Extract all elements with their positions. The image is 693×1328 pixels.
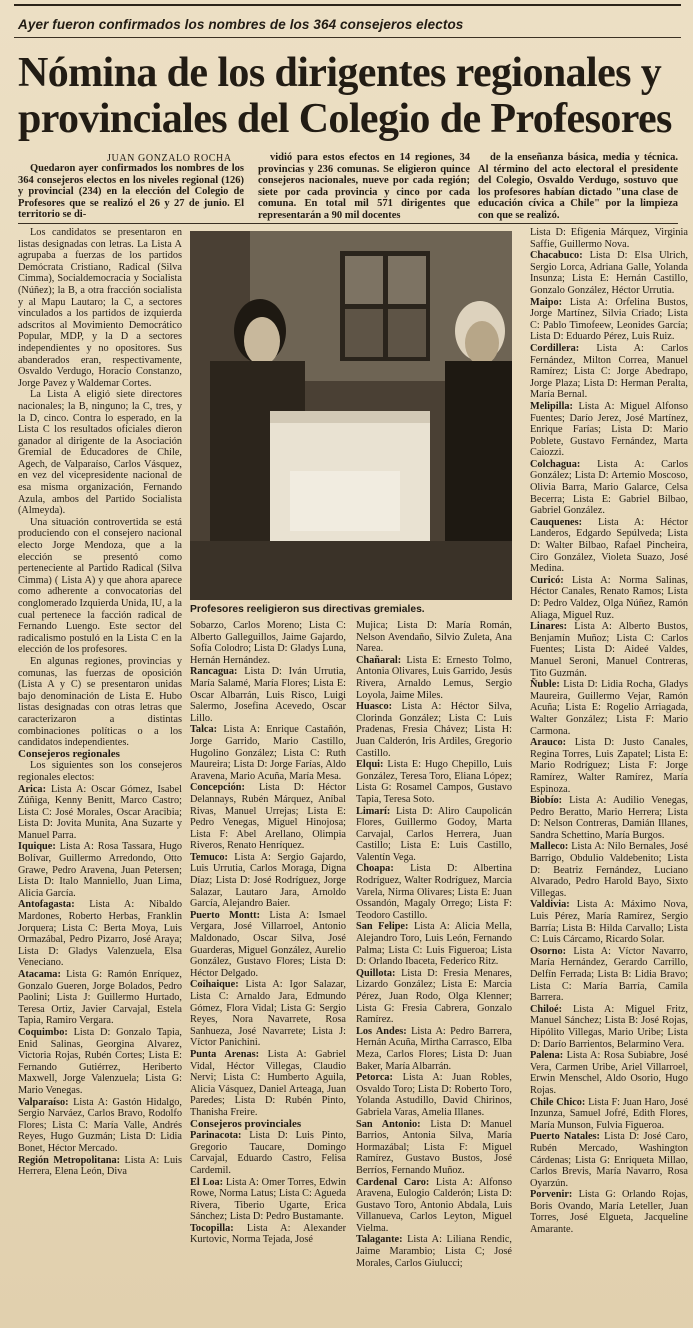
news-photo bbox=[190, 231, 512, 600]
roster-place: Región Metropolitana: bbox=[18, 1154, 121, 1166]
roster-names: Lista A: Héctor Landeros, Edgardo Sepúlveda; Lista D: Walter Bilbao, Rafael Pincheira, Ciro González, Violeta Suazo, José Medina. bbox=[530, 516, 689, 575]
entry-list-col-2 bbox=[190, 620, 346, 1246]
roster-entry bbox=[18, 1027, 182, 1097]
roster-place: Talagante: bbox=[356, 1234, 403, 1246]
roster-place: Curicó: bbox=[530, 574, 564, 586]
roster-entry bbox=[530, 1131, 688, 1189]
roster-names: Lista A: Miguel Fritz, Manuel Sánchez; Lista B: José Rojas, Hipólito Villegas, Mario Uribe; Lista D: Darío Barrientos, Belarmino Vera. bbox=[530, 1003, 688, 1050]
roster-entry bbox=[190, 620, 346, 666]
roster-entry bbox=[190, 724, 346, 782]
roster-entry bbox=[18, 1097, 182, 1155]
roster-names: Lista A: Alicia Mella, Alejandro Toro, Luis León, Fernando Palma; Lista C: Luis Figueroa; Lista D: Orlando Ibaceta, Federico Ritz. bbox=[356, 921, 512, 968]
roster-names: Lista A: Norma Salinas, Héctor Canales, Renato Ramos; Lista D: Pedro Valdez, Olga Núñez, Ramón Aliaga, Miguel Ruz. bbox=[530, 574, 689, 621]
roster-entry bbox=[18, 969, 182, 1027]
roster-entry bbox=[530, 343, 688, 401]
roster-place: Cordillera: bbox=[530, 342, 580, 354]
roster-entry bbox=[356, 968, 512, 1026]
roster-place: Colchagua: bbox=[530, 458, 581, 470]
roster-entry bbox=[190, 1223, 346, 1246]
roster-entry bbox=[530, 297, 688, 343]
body-paragraph: En algunas regiones, provincias y comunas, las fuerzas de oposición (Lista A y C) se presentaron unidas bajo denominación de Lista E. Hubo listas designadas con otras letras que caracterizaron a distintas combinaciones políticas o a los candidatos independientes. bbox=[18, 655, 182, 749]
roster-place: Los Andes: bbox=[356, 1025, 407, 1037]
roster-names: Lista A: Sergio Gajardo, Luis Urrutia, Carlos Moraga, Digna Díaz; Lista D: José Rodríguez, Jorge Salazar, Lautaro Jara, Arnoldo García, Alejandro Baier. bbox=[190, 851, 346, 910]
body-col-3 bbox=[356, 620, 512, 1269]
roster-names: Lista A: Máximo Nova, Luis Pérez, María Ramírez, Sergio Barría; Lista B: Hilda Carvallo; Lista C: Luis Cárcamo, Ricardo Solar. bbox=[530, 899, 689, 946]
roster-names: Lista A: Alfonso Aravena, Eulogio Calderón; Lista D: Gustavo Toro, Antonio Abdala, Luis Villanueva, Carlos Leyton, Miguel Vielma. bbox=[356, 1176, 513, 1234]
roster-names: Lista E: Hugo Chepillo, Luis González, Teresa Toro, Eliana López; Lista G: Rosamel Campos, Gustavo Tapia, Teresa Soto. bbox=[356, 759, 513, 805]
roster-entry bbox=[530, 227, 688, 250]
roster-names: Lista A: Liliana Rendic, Jaime Marambio; Lista C; José Morales, Carlos Giulucci; bbox=[356, 1234, 512, 1269]
headline: Nómina de los dirigentes regionales y provinciales del Colegio de Profesores bbox=[18, 50, 672, 142]
roster-entry bbox=[356, 701, 512, 759]
roster-entry bbox=[190, 852, 346, 910]
roster-entry bbox=[356, 1234, 512, 1269]
roster-names: Lista D: Justo Canales, Regina Torres, Luis Zapatel; Lista E: Mario Rodríguez; Lista F: Jorge Ramírez, Walter Ramírez, María Espinoza. bbox=[530, 737, 688, 795]
roster-place: Iquique: bbox=[18, 841, 56, 853]
roster-place: Arica: bbox=[18, 783, 47, 795]
photo-caption: Profesores reeligieron sus directivas gremiales. bbox=[190, 604, 425, 615]
roster-place: San Antonio: bbox=[356, 1118, 421, 1130]
roster-place: Choapa: bbox=[356, 863, 394, 875]
body-paragraph: Una situación controvertida se está produciendo con el consejero nacional electo Jorge Mendoza, que a la elección se presentó como perteneciente al Partido Radical (Silva Cimma) ( Lista A) y que ahora aparece como adherente a convocatorias del conglomerado Izquierda Unida, IU, a la cual pertenece la facción radical de Fernando Luengo. Este sector del radicalismo postuló en la Lista C en la elección de los profesores. bbox=[18, 516, 182, 656]
roster-place: Huasco: bbox=[356, 701, 393, 713]
roster-entry bbox=[356, 863, 512, 921]
roster-place: Maipo: bbox=[530, 296, 563, 308]
roster-names: Lista D: Iván Urrutia, María Salamé, María Flores; Lista E: Oscar Albarrán, Luis Risco, Luigi Salermo, Josefina Acevedo, Oscar Lillo. bbox=[190, 666, 347, 724]
roster-place: Porvenir: bbox=[530, 1189, 573, 1201]
roster-place: San Felipe: bbox=[356, 921, 409, 933]
roster-names: Lista A: Alexander Kurtovic, Norma Tejada, José bbox=[190, 1222, 347, 1246]
roster-names: Lista G: Orlando Rojas, Boris Ovando, María Leteller, Juan Torres, José Elgueta, Jacqueline Amarante. bbox=[530, 1189, 688, 1236]
roster-names: Lista D: Efigenia Márquez, Virginia Saffie, Guillermo Nova. bbox=[530, 227, 688, 250]
roster-place: Tocopilla: bbox=[190, 1222, 234, 1234]
roster-place: Arauco: bbox=[530, 737, 567, 749]
roster-names: Lista D: Fresia Menares, Lizardo González; Lista E: Marcia Pérez, Juan Rodo, Olga Klenner; Lista G: Fresia Cabrera, Gonzalo Ramírez. bbox=[356, 967, 512, 1026]
roster-names: Lista A: Gastón Hidalgo, Sergio Narváez, Carlos Bravo, Rodolfo Flores; Lista C: María Valle, Andrés Reyes, Hugo Guzmán; Lista D: Lidia Bonet, Héctor Mercado. bbox=[18, 1096, 182, 1154]
roster-names: Lista D: Albertina Rodríguez, Walter Rodríguez, Marcia Varela, Nirma Olivares; Lista E: Juan Ossandón, Magaly Orrego; Lista F: Teodoro Castillo. bbox=[356, 863, 512, 921]
roster-names: Lista A: Pedro Barrera, Hernán Acuña, Mirtha Carrasco, Elba Meza, Carlos Flores; Lista D: Juan Baker, María Albarrán. bbox=[356, 1025, 512, 1072]
roster-place: Limarí: bbox=[356, 805, 391, 817]
roster-place: Linares: bbox=[530, 621, 567, 633]
roster-names: Lista D: Gonzalo Tapia, Enid Salinas, Georgina Alvarez, Victoria Rojas, Rubén Cortes; Lista E: Fernando Gutiérrez, Heriberto Maxwell, Jorge Valenzuela; Lista G: Mario Venegas. bbox=[18, 1026, 182, 1096]
roster-place: Elqui: bbox=[356, 759, 384, 771]
roster-entry bbox=[530, 621, 688, 679]
roster-entry bbox=[530, 946, 688, 1004]
roster-place: Cardenal Caro: bbox=[356, 1176, 430, 1188]
roster-place: Rancagua: bbox=[190, 666, 238, 678]
roster-names: Lista A: Carlos Fernández, Milton Correa, Manuel Ramírez; Lista C: Jorge Abedrapo, Jorge Plaza; Lista D: Herman Peralta, María Bernal. bbox=[530, 342, 688, 401]
roster-place: Biobío: bbox=[530, 795, 563, 807]
roster-place: Melipilla: bbox=[530, 400, 573, 412]
roster-names: Lista D: Manuel Barrios, Antonia Silva, María Hormazábal; Lista F: Miguel Ramírez, Gustavo Bustos, José Berríos, Fernando Muñoz. bbox=[356, 1118, 513, 1176]
kicker: Ayer fueron confirmados los nombres de los 364 consejeros electos bbox=[18, 17, 464, 32]
lead-col-2 bbox=[258, 152, 470, 222]
roster-entry bbox=[530, 250, 688, 296]
roster-place: Petorca: bbox=[356, 1072, 393, 1084]
top-rule bbox=[14, 4, 681, 6]
roster-place: Antofagasta: bbox=[18, 899, 75, 911]
roster-names: Lista A: Juan Robles, Osvaldo Toro; Lista D: Roberto Toro, Yolanda Astudillo, David Chirinos, Gabriela Varas, Amelia Illanes. bbox=[356, 1072, 513, 1118]
roster-names: Sobarzo, Carlos Moreno; Lista C: Alberto Galleguillos, Jaime Gajardo, Sofía Colodro; Lista D: Gladys Luna, Hernán Hernández. bbox=[190, 620, 346, 666]
roster-names: Lista D: Lidia Rocha, Gladys Maureira, Guillermo Vejar, Ramón Acuña; Lista E: Rogelio Arriagada, Walter González; Lista F: Mario Carmona. bbox=[530, 679, 688, 737]
regional-intro: Los siguientes son los consejeros regionales electos: bbox=[18, 760, 182, 783]
lead-col-3 bbox=[478, 152, 678, 222]
roster-place: Temuco: bbox=[190, 851, 228, 863]
roster-entry bbox=[190, 1130, 346, 1176]
roster-place: Coquimbo: bbox=[18, 1026, 68, 1038]
roster-entry bbox=[190, 979, 346, 1049]
roster-place: Puerto Natales: bbox=[530, 1131, 600, 1143]
byline: JUAN GONZALO ROCHA bbox=[107, 153, 232, 164]
roster-entry bbox=[530, 459, 688, 517]
roster-place: Malleco: bbox=[530, 841, 569, 853]
roster-place: Coihaique: bbox=[190, 979, 239, 991]
roster-entry bbox=[530, 737, 688, 795]
lead-text-1: Quedaron ayer confirmados los nombres de los 364 consejeros electos en los niveles regional (126) y provincial (234) en la elección del Colegio de Profesores que se realizó el 26 y 27 de junio. El territorio se di- bbox=[18, 163, 244, 221]
roster-place: Talca: bbox=[190, 724, 218, 736]
roster-names: Lista A: Nibaldo Mardones, Roberto Herbas, Franklin Jorquera; Lista C: Berta Moya, Luis Ormazábal, Pedro Pizarro, José Araya; Lista D: Gladys Valenzuela, Elsa Veneciano. bbox=[18, 899, 182, 969]
roster-names: Lista G: Ramón Enríquez, Gonzalo Gueren, Jorge Bolados, Pedro Paolini; Lista J: Guillermo Hurtado, Teresa Ortiz, Javier Carvajal, Estela Tapia, Ramiro Vergara. bbox=[18, 969, 182, 1027]
roster-names: Lista A: Igor Salazar, Lista C: Arnaldo Jara, Edmundo Gómez, Flora Vidal; Lista G: Sergio Reyes, Nora Navarrete, Rosa Sanhueza, José Navarrete; Lista J: Víctor Panichini. bbox=[190, 979, 346, 1049]
roster-place: Chile Chico: bbox=[530, 1096, 586, 1108]
roster-entry bbox=[18, 1155, 182, 1178]
roster-entry bbox=[530, 1050, 688, 1096]
lead-text-2: vidió para estos efectos en 14 regiones, 34 provincias y 236 comunas. Se eligieron quince consejeros nacionales, nueve por cada región; siete por cada provincia y cinco por cada comuna. En total mil 571 dirigentes que representarán a 90 mil docentes bbox=[258, 152, 470, 221]
roster-names: Lista A: Enrique Castañón, Jorge Garrido, Mario Castillo, Hugolino González; Lista C: Ruth Maureira; Lista D: Jorge Farías, Aldo Aravena, Mario Acuña, María Mesa. bbox=[190, 724, 347, 782]
section-heading-provincial: Consejeros provinciales bbox=[190, 1117, 302, 1130]
lead-text-3: de la enseñanza básica, media y técnica. Al término del acto electoral el presidente del Colegio, Osvaldo Verdugo, sostuvo que los profesores habían dictado "una clase de educación cívica a Chile" por la limpieza con que se realizó. bbox=[478, 152, 678, 221]
roster-names: Lista A: Orfelina Bustos, Jorge Martínez, Silvia Criado; Lista C: Pablo Timofeew, Leonides García; Lista D: Eduardo Pérez, Luis Ruiz. bbox=[530, 296, 688, 343]
roster-place: Cauquenes: bbox=[530, 516, 583, 528]
roster-place: Ñuble: bbox=[530, 679, 560, 691]
roster-entry bbox=[530, 575, 688, 621]
entry-list-col-3 bbox=[356, 620, 512, 1269]
roster-place: Chacabuco: bbox=[530, 250, 583, 262]
roster-entry bbox=[530, 795, 688, 841]
roster-names: Lista A: Ismael Vergara, José Villarroel, Antonio Maldonado, Oscar Silva, José Guarderas, Miguel González, Aurelio González, Gustavo Flores; Lista D: Héctor Delgado. bbox=[190, 909, 346, 979]
roster-entry bbox=[190, 1049, 346, 1119]
roster-place: Punta Arenas: bbox=[190, 1048, 260, 1060]
roster-names: Lista D: José Caro, Rubén Mercado, Washington Cárdenas; Lista G: Enriqueta Millao, Carlos Brevis, María Navarro, Rosa Oyarzún. bbox=[530, 1131, 688, 1189]
roster-entry bbox=[530, 841, 688, 899]
roster-names: Lista E: Ernesto Tolmo, Antonia Olivares, Luis Garrido, Jesús Rivera, Arnaldo Lemus, Sergio Loyola, Jaime Miles. bbox=[356, 654, 512, 701]
roster-entry bbox=[356, 655, 512, 701]
roster-entry bbox=[190, 1177, 346, 1223]
roster-entry bbox=[190, 666, 346, 724]
roster-entry bbox=[356, 921, 512, 967]
roster-entry bbox=[530, 401, 688, 459]
roster-place: Parinacota: bbox=[190, 1130, 242, 1142]
roster-entry bbox=[18, 841, 182, 899]
entry-list-col-1 bbox=[18, 784, 182, 1178]
roster-entry bbox=[530, 1097, 688, 1132]
roster-names: Lista A: Oscar Gómez, Isabel Zúñiga, Kenny Benitt, Marco Castro; Lista C: José Morales, Oscar Aracibia; Lista D: Jovita Munita, Ana Suzarte y Manuel Parra. bbox=[18, 783, 182, 841]
roster-entry bbox=[530, 1189, 688, 1235]
roster-entry bbox=[356, 1026, 512, 1072]
roster-names: Lista D: Héctor Delannays, Rubén Márquez, Aníbal Rivas, Manuel Urrejas; Lista E: Pedro Venegas, Miguel Hinojosa; Lista F: Abel Arellano, Olimpia Riveros, Renato Henríquez. bbox=[190, 782, 346, 852]
roster-place: Valparaíso: bbox=[18, 1096, 69, 1108]
roster-place: Osorno: bbox=[530, 945, 567, 957]
kicker-rule bbox=[14, 37, 681, 38]
roster-entry bbox=[356, 620, 512, 655]
roster-names: Lista A: Carlos González; Lista D: Artemio Moscoso, Olivia Barra, Mario Galarce, Celsa Becerra; Lista E: Gabriel Bilbao, Gabriel González. bbox=[530, 458, 689, 517]
roster-place: Concepción: bbox=[190, 782, 245, 794]
roster-names: Lista F: Juan Haro, José Inzunza, Samuel Jofré, Edith Flores, María Munson, Fulvia Figueroa. bbox=[530, 1096, 689, 1131]
body-paragraph: Los candidatos se presentaron en listas designadas con letras. La Lista A agrupaba a fuerzas de los partidos Demócrata Cristiano, Radical (Silva Cimma), Socialdemocracia y Socialista (Núñez); la B, a otra fracción socialista y al Mapu Lautaro; la C, a sectores vinculados a los partidos de izquierda adscritos al Movimiento Democrático Popular, MDP, y la D a sectores independientes y no opositores. Sus abanderados eran, respectivamente, Osvaldo Verdugo, Horacio Constanzo, Jorge Pavez y Waldemar Cortes. bbox=[18, 227, 182, 389]
roster-names: Lista A: Nilo Bernales, José Barrigo, Obdulio Valdebenito; Lista D: Beatriz Fernández, Luciano Alvarado, Pedro Harold Bayo, Sixto Villegas. bbox=[530, 841, 688, 899]
roster-names: Lista A: Gabriel Vidal, Héctor Villegas, Claudio Nervi; Lista C: Humberto Aguila, Alicia Vásquez, Daniel Arteaga, Juan Paredes; Lista D: Rubén Pinto, Thanisha Freire. bbox=[190, 1048, 347, 1118]
roster-entry bbox=[190, 910, 346, 980]
roster-names: Lista A: Miguel Alfonso Fuentes; Darío Jerez, José Martínez, Enrique Farías; Lista D: Mario Poblete, Gustavo Fernández, Marta Caiozzi. bbox=[530, 400, 688, 459]
roster-entry bbox=[18, 784, 182, 842]
body-col-2 bbox=[190, 620, 346, 1246]
roster-names: Lista A: Omer Torres, Edwin Rowe, Norma Latus; Lista C: Agueda Rivera, Tiberio Ugarte, Erica Sánchez; Lista D: Pedro Bustamante. bbox=[190, 1176, 346, 1223]
roster-entry bbox=[356, 1119, 512, 1177]
roster-names: Lista A: Alberto Bustos, Benjamín Muñoz; Lista C: Carlos Fuentes; Lista D: Aideé Valdes, Manuel Seroni, Manuel Contreras, Tito Guzmán. bbox=[530, 621, 688, 679]
roster-names: Lista D: Aliro Caupolicán Flores, Guillermo Godoy, Marta Carvajal, Carlos Herrera, Juan Castillo; Lista E: Luis Castillo, Valentín Vega. bbox=[356, 805, 513, 863]
roster-place: El Loa: bbox=[190, 1176, 224, 1188]
roster-names: Lista A: Luis Herrera, Elena León, Diva bbox=[18, 1154, 182, 1178]
lead-col-1 bbox=[18, 163, 244, 221]
roster-place: Puerto Montt: bbox=[190, 909, 261, 921]
roster-place: Quillota: bbox=[356, 967, 396, 979]
roster-names: Mujica; Lista D: María Román, Nelson Avendaño, Silvio Zuleta, Ana Narea. bbox=[356, 620, 512, 655]
roster-entry bbox=[18, 899, 182, 969]
roster-names: Lista D: Elsa Ulrich, Sergio Lorca, Adriana Galle, Yolanda Insunza; Lista E: Hernán Castillo, Gonzalo González, Héctor Urrutia. bbox=[530, 250, 688, 296]
roster-names: Lista A: Rosa Subiabre, José Vera, Carmen Uribe, Ariel Villarroel, Erwin Menschel, Aldo Osorio, Hugo Rojas. bbox=[530, 1050, 688, 1096]
section-heading-regional: Consejeros regionales bbox=[18, 747, 120, 760]
roster-names: Lista D: Luis Pinto, Gregorio Taucare, Domingo Carvajal, Eduardo Castro, Felisa Cardemil. bbox=[190, 1130, 346, 1176]
roster-names: Lista A: Audilio Venegas, Pedro Beratto, Mario Herrera; Lista D: Nelson Contreras, Damián Illanes, Sandra Schettino, María Burgos. bbox=[530, 795, 688, 841]
roster-entry bbox=[530, 679, 688, 737]
roster-entry bbox=[356, 1072, 512, 1118]
roster-names: Lista A: Rosa Tassara, Hugo Bolívar, Guillermo Arredondo, Otto Grawe, Pedro Aravena, Juan Petersen; Lista D: Italo Manniello, Juan Lima, Alicia García. bbox=[18, 841, 183, 899]
roster-place: Valdivia: bbox=[530, 899, 570, 911]
roster-names: Lista A: Héctor Silva, Clorinda González; Lista C: Luis Pradenas, Fresia Chávez; Lista H: Juan Calderón, Iris Ardiles, Gregorio Castillo. bbox=[356, 701, 512, 759]
roster-entry bbox=[530, 1004, 688, 1050]
photo-illustration bbox=[190, 231, 512, 600]
roster-place: Chañaral: bbox=[356, 654, 402, 666]
roster-place: Atacama: bbox=[18, 969, 61, 980]
roster-entry bbox=[530, 899, 688, 945]
roster-entry bbox=[356, 1177, 512, 1235]
roster-names: Lista A: Víctor Navarro, María Hernández, Gerardo Carrillo, Delfín Ferrada; Lista B: Lidia Bravo; Lista C: María Barría, Camila Barrera. bbox=[530, 945, 689, 1004]
roster-place: Chiloé: bbox=[530, 1003, 563, 1015]
roster-place: Palena: bbox=[530, 1050, 564, 1062]
roster-entry bbox=[530, 517, 688, 575]
entry-list-col-4 bbox=[530, 227, 688, 1236]
body-paragraph: La Lista A eligió siete directores nacionales; la B, ninguno; la C, tres, y la D, cinco. Contra lo esperado, en la Lista C los resultados oficiales dieron ganador al dirigente de la Asociación Gremial de Educadores de Chile, Agech, de Valparaíso, Carlos Vásquez, en vez del vicepresidente nacional de esa misma organización, Fernando Azula, ambos del Partido Socialista (Almeyda). bbox=[18, 389, 182, 517]
body-col-4 bbox=[530, 227, 688, 1236]
body-col-1 bbox=[18, 227, 182, 1178]
roster-entry bbox=[356, 806, 512, 864]
roster-entry bbox=[190, 782, 346, 852]
roster-entry bbox=[356, 759, 512, 805]
lead-rule bbox=[18, 223, 678, 224]
